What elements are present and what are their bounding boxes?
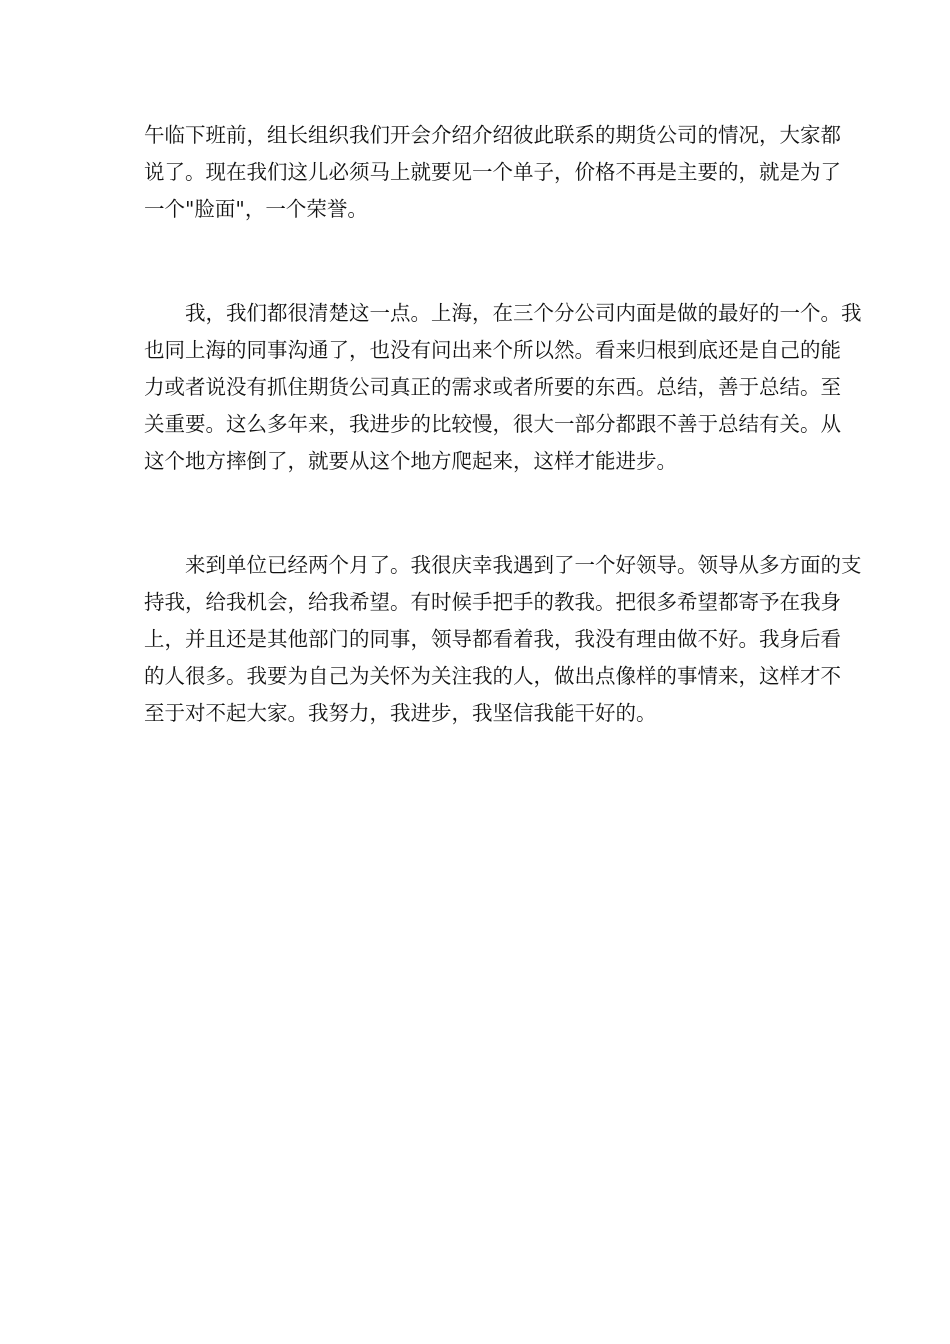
paragraph-line: 持我，给我机会，给我希望。有时候手把手的教我。把很多希望都寄予在我身 <box>144 590 841 614</box>
paragraph-1 <box>144 117 841 228</box>
paragraph-line: 关重要。这么多年来，我进步的比较慢，很大一部分都跟不善于总结有关。从 <box>144 412 841 436</box>
paragraph-line: 上，并且还是其他部门的同事，领导都看着我，我没有理由做不好。我身后看 <box>144 627 841 651</box>
paragraph-line: 的人很多。我要为自己为关怀为关注我的人，做出点像样的事情来，这样才不 <box>144 664 841 688</box>
paragraph-line: 我，我们都很清楚这一点。上海，在三个分公司内面是做的最好的一个。我 <box>144 301 862 325</box>
paragraph-line: 至于对不起大家。我努力，我进步，我坚信我能干好的。 <box>144 701 657 725</box>
paragraph-3 <box>144 547 862 732</box>
paragraph-line: 一个"脸面"，一个荣誉。 <box>144 197 368 221</box>
paragraph-line: 说了。现在我们这儿必须马上就要见一个单子，价格不再是主要的，就是为了 <box>144 160 841 184</box>
paragraph-line: 也同上海的同事沟通了，也没有问出来个所以然。看来归根到底还是自己的能 <box>144 338 841 362</box>
paragraph-line: 来到单位已经两个月了。我很庆幸我遇到了一个好领导。领导从多方面的支 <box>144 553 862 577</box>
paragraph-line: 午临下班前，组长组织我们开会介绍介绍彼此联系的期货公司的情况，大家都 <box>144 123 841 147</box>
paragraph-line: 这个地方摔倒了，就要从这个地方爬起来，这样才能进步。 <box>144 449 677 473</box>
paragraph-2 <box>144 295 862 480</box>
paragraph-line: 力或者说没有抓住期货公司真正的需求或者所要的东西。总结，善于总结。至 <box>144 375 841 399</box>
